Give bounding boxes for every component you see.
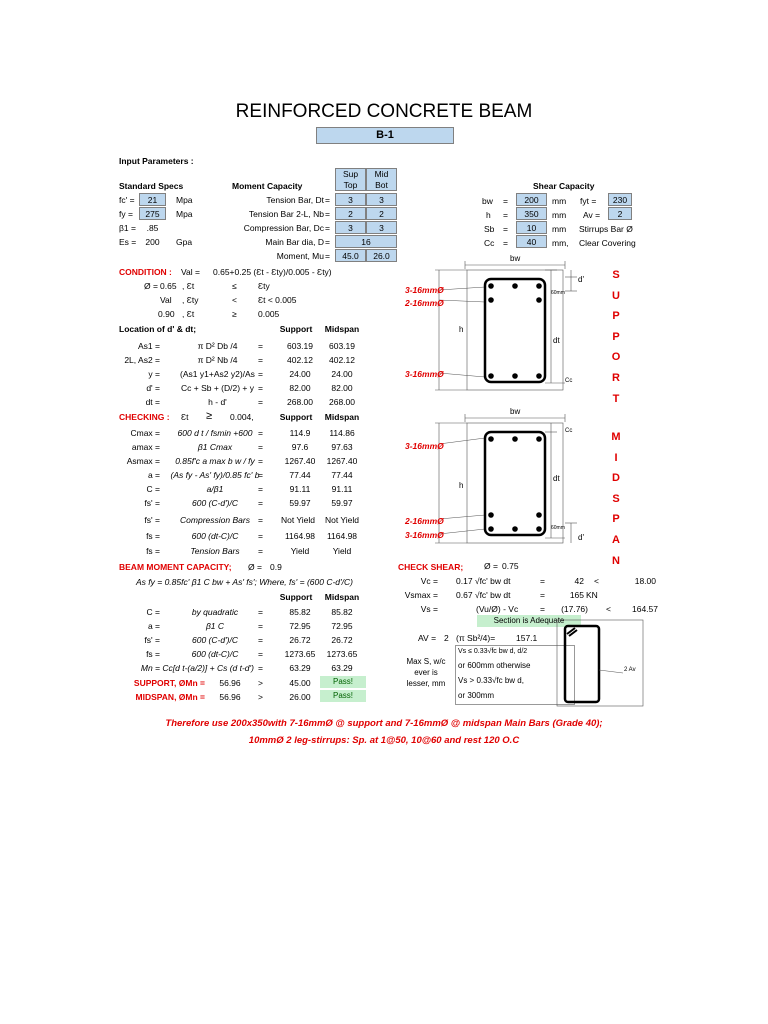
loc-formula: π D² Nb /4 bbox=[197, 355, 238, 365]
bm-label: C = bbox=[146, 607, 160, 617]
max-s-line-d: or 300mm bbox=[458, 691, 495, 700]
bm-mid: 72.95 bbox=[331, 621, 353, 631]
chk-formula: Compression Bars bbox=[180, 515, 250, 525]
condition-rhs: 0.005 bbox=[258, 309, 280, 319]
mc-mid: 2 bbox=[366, 207, 397, 220]
loc-label: dt = bbox=[145, 397, 160, 407]
loc-mid: 402.12 bbox=[329, 355, 355, 365]
beam-id-cell: B-1 bbox=[316, 127, 454, 144]
bm-sup: 72.95 bbox=[289, 621, 311, 631]
support-bw-label: bw bbox=[510, 254, 521, 263]
bm-formula: β1 C bbox=[205, 621, 225, 631]
mc-label: Moment, Mu bbox=[276, 251, 324, 261]
av-value: 157.1 bbox=[516, 633, 538, 643]
support-mn-label: SUPPORT, ØMn = bbox=[133, 678, 205, 688]
loc-mid: 24.00 bbox=[331, 369, 353, 379]
mc-label: Main Bar dia, D bbox=[265, 237, 324, 247]
max-s-line-2: ever is bbox=[414, 668, 438, 677]
loc-label: d' = bbox=[146, 383, 160, 393]
midspan-mn-label: MIDSPAN, ØMn = bbox=[135, 692, 205, 702]
mc-mid: 3 bbox=[366, 221, 397, 234]
support-letter: O bbox=[611, 351, 621, 364]
shear-capacity-heading: Shear Capacity bbox=[533, 181, 595, 191]
condition-var: , Ɛt bbox=[182, 281, 195, 291]
chk-sup: Not Yield bbox=[280, 515, 316, 525]
chk-formula: 0.85f'c a max b w / fy bbox=[175, 456, 255, 466]
location-heading: Location of d' & dt; bbox=[119, 324, 197, 334]
standard-specs-heading: Standard Specs bbox=[119, 181, 184, 191]
checking-cond-b: ≥ bbox=[206, 410, 213, 422]
checking-cond-a: Ɛt bbox=[181, 412, 189, 422]
midspan-vertical-label bbox=[609, 427, 623, 571]
mc-sup: 3 bbox=[335, 221, 366, 234]
chk-formula: a/β1 bbox=[206, 484, 224, 494]
bm-col-midspan: Midspan bbox=[324, 592, 360, 602]
moment-capacity-heading: Moment Capacity bbox=[232, 181, 303, 191]
cs-unit: KN bbox=[586, 590, 598, 600]
sc-label: Cc bbox=[484, 238, 495, 248]
support-letter: T bbox=[612, 392, 620, 405]
cs-value: 42 bbox=[574, 576, 584, 586]
loc-eq: = bbox=[258, 397, 263, 407]
chk-eq: = bbox=[258, 470, 263, 480]
support-mn-cmp: > bbox=[258, 678, 263, 688]
chk-formula: (As fy - As' fy)/0.85 fc' b bbox=[170, 470, 260, 480]
bm-eq: = bbox=[258, 649, 263, 659]
cs-eq: = bbox=[540, 590, 545, 600]
beam-moment-phi-label: Ø = bbox=[248, 562, 262, 572]
midspan-60mm-label: 60mm bbox=[551, 525, 565, 531]
condition-phi-val: 0.65 bbox=[160, 281, 177, 291]
loc-eq: = bbox=[258, 383, 263, 393]
bm-sup: 26.72 bbox=[289, 635, 311, 645]
spec-value: 21 bbox=[139, 193, 166, 206]
bm-label-mn: Mn = Cc[d t-(a/2)] + Cs (d t-d') bbox=[140, 663, 254, 673]
loc-sup: 24.00 bbox=[289, 369, 311, 379]
midspan-dt-label: dt bbox=[553, 474, 560, 483]
av-formula: (π Sb²/4)= bbox=[456, 633, 496, 643]
spec-value: 275 bbox=[139, 207, 166, 220]
section-adequate-badge: Section is Adequate bbox=[477, 615, 581, 627]
cs-formula: 0.67 √fc' bw dt bbox=[456, 590, 511, 600]
mc-sup: 3 bbox=[335, 193, 366, 206]
chk-eq: = bbox=[258, 484, 263, 494]
max-s-line-1: Max S, w/c bbox=[406, 657, 446, 666]
bm-eq: = bbox=[258, 621, 263, 631]
col-header-sup-2: Top bbox=[343, 180, 358, 190]
chk-mid: 97.63 bbox=[331, 442, 353, 452]
cs-label: Vs = bbox=[420, 604, 438, 614]
midspan-letter: I bbox=[614, 451, 618, 464]
input-parameters-label: Input Parameters : bbox=[119, 156, 194, 166]
spec-label: β1 = bbox=[119, 223, 136, 233]
chk-mid: 91.11 bbox=[331, 484, 353, 494]
av-label: AV = bbox=[418, 633, 437, 643]
col-header-mid-1: Mid bbox=[374, 169, 389, 179]
chk-eq: = bbox=[258, 456, 263, 466]
chk-eq: = bbox=[258, 531, 263, 541]
chk-formula: 600 (dt-C)/C bbox=[191, 531, 239, 541]
mc-eq: = bbox=[325, 223, 330, 233]
chk-sup: 1164.98 bbox=[284, 531, 316, 541]
condition-op: ≤ bbox=[232, 281, 237, 291]
bm-formula: by quadratic bbox=[191, 607, 239, 617]
mc-mid: 3 bbox=[366, 193, 397, 206]
sc-value: 10 bbox=[516, 221, 547, 234]
bm-eq: = bbox=[258, 607, 263, 617]
loc-eq: = bbox=[258, 355, 263, 365]
sc-unit: mm bbox=[552, 224, 567, 234]
bm-sup: 85.82 bbox=[289, 607, 311, 617]
chk-label: Cmax = bbox=[130, 428, 160, 438]
support-cc-label: Cc bbox=[565, 378, 573, 384]
cs-cmp: < bbox=[594, 576, 599, 586]
sc-eq: = bbox=[503, 196, 508, 206]
mc-sup: 45.0 bbox=[335, 249, 366, 262]
loc-sup: 268.00 bbox=[287, 397, 313, 407]
sc-value: 40 bbox=[516, 235, 547, 248]
support-letter: U bbox=[612, 289, 620, 302]
midspan-mn-cmp: > bbox=[258, 692, 263, 702]
sc-eq: = bbox=[503, 224, 508, 234]
midspan-bw-label: bw bbox=[510, 407, 521, 416]
loc-formula: Cc + Sb + (D/2) + y bbox=[181, 383, 254, 393]
support-callout-top: 3-16mmØ bbox=[405, 285, 444, 295]
chk-mid: 114.86 bbox=[329, 428, 355, 438]
condition-val: Val = bbox=[181, 267, 200, 277]
loc-sup: 603.19 bbox=[287, 341, 313, 351]
midspan-letter: A bbox=[612, 533, 620, 546]
cs-cmp: < bbox=[606, 604, 611, 614]
support-section-diagram bbox=[395, 255, 645, 405]
loc-sup: 402.12 bbox=[287, 355, 313, 365]
loc-label: As1 = bbox=[138, 341, 160, 351]
chk-label: Asmax = bbox=[126, 456, 160, 466]
midspan-letter: N bbox=[612, 554, 620, 567]
sc-label2: Av = bbox=[583, 210, 601, 220]
condition-rhs: Ɛty bbox=[258, 281, 270, 291]
bm-col-support: Support bbox=[279, 592, 313, 602]
chk-formula: 600 (C-d')/C bbox=[191, 498, 239, 508]
checking-label: CHECKING : bbox=[119, 412, 170, 422]
support-dt-label: dt bbox=[553, 336, 560, 345]
chk-mid: Yield bbox=[332, 546, 352, 556]
loc-formula: π D² Db /4 bbox=[197, 341, 238, 351]
support-60mm-label: 60mm bbox=[551, 290, 565, 296]
chk-mid: 1164.98 bbox=[326, 531, 358, 541]
support-letter: S bbox=[612, 269, 620, 281]
support-dprime-label: d' bbox=[578, 275, 584, 284]
spec-value: .85 bbox=[146, 223, 159, 233]
chk-sup: 77.44 bbox=[289, 470, 311, 480]
mc-eq: = bbox=[325, 195, 330, 205]
midspan-pass-badge: Pass! bbox=[320, 690, 366, 702]
sc-value2: 2 bbox=[608, 207, 632, 220]
midspan-letter: P bbox=[612, 513, 620, 526]
max-s-label bbox=[398, 656, 454, 689]
stirrup-detail-diagram bbox=[555, 618, 645, 708]
sc-value: 350 bbox=[516, 207, 547, 220]
condition-var: , Ɛt bbox=[182, 309, 195, 319]
support-pass-badge: Pass! bbox=[320, 676, 366, 688]
support-mn-value: 56.96 bbox=[219, 678, 241, 688]
bm-mid: 26.72 bbox=[331, 635, 353, 645]
sc-label2: fyt = bbox=[580, 196, 597, 206]
checking-cond-c: 0.004, bbox=[230, 412, 254, 422]
page-title: REINFORCED CONCRETE BEAM bbox=[235, 101, 533, 122]
condition-val2: Val bbox=[160, 295, 172, 305]
sc-label: Sb bbox=[484, 224, 495, 234]
cs-label: Vc = bbox=[420, 576, 438, 586]
spec-value: 200 bbox=[145, 237, 160, 247]
sc-label2: Stirrups Bar Ø bbox=[579, 224, 633, 234]
bm-label: fs' = bbox=[144, 635, 160, 645]
checking-col-support: Support bbox=[279, 412, 313, 422]
condition-formula: 0.65+0.25 (Ɛt - Ɛty)/0.005 - Ɛty) bbox=[213, 267, 332, 277]
condition-phi: Ø = bbox=[144, 281, 158, 291]
chk-eq: = bbox=[258, 442, 263, 452]
chk-label: fs' = bbox=[144, 498, 160, 508]
midspan-mu: 26.00 bbox=[289, 692, 311, 702]
bm-formula: 600 (dt-C)/C bbox=[191, 649, 239, 659]
support-h-label: h bbox=[459, 325, 464, 334]
chk-eq: = bbox=[258, 546, 263, 556]
cs-value: 165 bbox=[569, 590, 584, 600]
bm-sup: 63.29 bbox=[289, 663, 311, 673]
condition-op: ≥ bbox=[232, 309, 237, 319]
mc-mid: 26.0 bbox=[366, 249, 397, 262]
check-shear-phi: 0.75 bbox=[502, 561, 519, 571]
sc-label2: Clear Covering bbox=[579, 238, 636, 248]
cs-right: 164.57 bbox=[632, 604, 658, 614]
chk-label: C = bbox=[146, 484, 160, 494]
chk-mid: Not Yield bbox=[324, 515, 360, 525]
mc-eq: = bbox=[325, 237, 330, 247]
chk-sup: 91.11 bbox=[289, 484, 311, 494]
midspan-letter: M bbox=[611, 431, 621, 443]
chk-sup: Yield bbox=[290, 546, 310, 556]
spec-unit: Mpa bbox=[176, 195, 193, 205]
sc-unit: mm, bbox=[552, 238, 569, 248]
spec-unit: Gpa bbox=[176, 237, 193, 247]
spec-label: fc' = bbox=[119, 195, 135, 205]
midspan-dprime-label: d' bbox=[578, 533, 584, 542]
support-callout-bot: 3-16mmØ bbox=[405, 369, 444, 379]
loc-mid: 268.00 bbox=[329, 397, 355, 407]
sc-eq: = bbox=[503, 210, 508, 220]
beam-moment-label: BEAM MOMENT CAPACITY; bbox=[119, 562, 232, 572]
midspan-letter: D bbox=[612, 472, 620, 485]
conclusion-line-2: 10mmØ 2 leg-stirrups: Sp. at 1@50, 10@60 and rest 120 O.C bbox=[248, 735, 520, 746]
cs-formula: 0.17 √fc' bw dt bbox=[456, 576, 511, 586]
condition-rhs: Ɛt < 0.005 bbox=[258, 295, 297, 305]
chk-label: amax = bbox=[131, 442, 160, 452]
av-n: 2 bbox=[444, 633, 449, 643]
mc-eq: = bbox=[325, 251, 330, 261]
sc-label: bw bbox=[482, 196, 493, 206]
bm-mid: 1273.65 bbox=[326, 649, 358, 659]
location-col-midspan: Midspan bbox=[324, 324, 360, 334]
chk-mid: 59.97 bbox=[331, 498, 353, 508]
stirrup-2av-label: 2 Av bbox=[624, 667, 636, 673]
midspan-letter: S bbox=[612, 492, 620, 505]
chk-mid: 1267.40 bbox=[326, 456, 358, 466]
midspan-h-label: h bbox=[459, 481, 464, 490]
chk-label: fs' = bbox=[144, 515, 160, 525]
chk-eq: = bbox=[258, 498, 263, 508]
chk-eq: = bbox=[258, 428, 263, 438]
mc-sup: 2 bbox=[335, 207, 366, 220]
chk-sup: 114.9 bbox=[289, 428, 311, 438]
loc-eq: = bbox=[258, 369, 263, 379]
beam-moment-eqn: As fy = 0.85fc' β1 C bw + As' fs'; Where, fs' = (600 C-d'/C) bbox=[136, 577, 353, 587]
max-s-line-c: Vs > 0.33√fc bw d, bbox=[458, 676, 524, 685]
bm-formula: 600 (C-d')/C bbox=[191, 635, 239, 645]
conclusion-line-1: Therefore use 200x350with 7-16mmØ @ support and 7-16mmØ @ midspan Main Bars (Grade 40); bbox=[165, 718, 603, 729]
col-header-mid-2: Bot bbox=[375, 180, 388, 190]
condition-op: < bbox=[232, 295, 237, 305]
chk-label: a = bbox=[147, 470, 160, 480]
support-letter: P bbox=[612, 310, 620, 323]
col-header-sup-1: Sup bbox=[342, 169, 359, 179]
check-shear-phi-label: Ø = bbox=[484, 561, 498, 571]
loc-formula: (As1 y1+As2 y2)/As bbox=[180, 369, 255, 379]
mc-label: Tension Bar 2-L, Nb bbox=[248, 209, 324, 219]
loc-mid: 82.00 bbox=[331, 383, 353, 393]
midspan-callout-mid: 2-16mmØ bbox=[405, 516, 444, 526]
loc-label: 2L, As2 = bbox=[124, 355, 160, 365]
col-header-mid bbox=[366, 168, 397, 191]
beam-moment-phi: 0.9 bbox=[270, 562, 282, 572]
max-s-line-3: lesser, mm bbox=[406, 679, 446, 688]
cs-value: (17.76) bbox=[561, 604, 588, 614]
chk-formula: 600 d t / fsmin +600 bbox=[177, 428, 253, 438]
chk-formula: β1 Cmax bbox=[197, 442, 233, 452]
support-vertical-label bbox=[609, 265, 623, 409]
loc-eq: = bbox=[258, 341, 263, 351]
loc-sup: 82.00 bbox=[289, 383, 311, 393]
cs-formula: (Vu/Ø) - Vc bbox=[476, 604, 519, 614]
midspan-cc-label: Cc bbox=[565, 428, 573, 434]
bm-eq: = bbox=[258, 635, 263, 645]
loc-mid: 603.19 bbox=[329, 341, 355, 351]
support-letter: P bbox=[612, 330, 620, 343]
cs-right: 18.00 bbox=[634, 576, 656, 586]
spec-label: Es = bbox=[119, 237, 137, 247]
mc-label: Tension Bar, Dt bbox=[266, 195, 324, 205]
chk-label: fs = bbox=[146, 531, 160, 541]
loc-formula: h - d' bbox=[208, 397, 227, 407]
spec-label: fy = bbox=[119, 209, 133, 219]
bm-mid: 85.82 bbox=[331, 607, 353, 617]
chk-label: fs = bbox=[146, 546, 160, 556]
bm-eq: = bbox=[258, 663, 263, 673]
chk-mid: 77.44 bbox=[331, 470, 353, 480]
bm-mid: 63.29 bbox=[331, 663, 353, 673]
bm-label: fs = bbox=[146, 649, 160, 659]
condition-label: CONDITION : bbox=[119, 267, 172, 277]
bm-sup: 1273.65 bbox=[284, 649, 316, 659]
sc-eq: = bbox=[503, 238, 508, 248]
sc-unit: mm bbox=[552, 196, 567, 206]
support-mu: 45.00 bbox=[289, 678, 311, 688]
bm-label: a = bbox=[147, 621, 160, 631]
chk-sup: 59.97 bbox=[289, 498, 311, 508]
chk-sup: 97.6 bbox=[291, 442, 309, 452]
midspan-mn-value: 56.96 bbox=[219, 692, 241, 702]
condition-var: , Ɛty bbox=[182, 295, 199, 305]
max-s-line-b: or 600mm otherwise bbox=[458, 661, 531, 670]
sc-unit: mm bbox=[552, 210, 567, 220]
midspan-callout-bot: 3-16mmØ bbox=[405, 530, 444, 540]
mc-merged: 16 bbox=[335, 235, 397, 248]
check-shear-label: CHECK SHEAR; bbox=[398, 562, 464, 572]
midspan-callout-top: 3-16mmØ bbox=[405, 441, 444, 451]
chk-sup: 1267.40 bbox=[284, 456, 316, 466]
cs-eq: = bbox=[540, 604, 545, 614]
cs-eq: = bbox=[540, 576, 545, 586]
chk-eq: = bbox=[258, 515, 263, 525]
location-col-support: Support bbox=[279, 324, 313, 334]
checking-col-midspan: Midspan bbox=[324, 412, 360, 422]
mc-label: Compression Bar, Dc bbox=[243, 223, 324, 233]
chk-formula: Tension Bars bbox=[190, 546, 240, 556]
sc-value2: 230 bbox=[608, 193, 632, 206]
loc-label: y = bbox=[148, 369, 160, 379]
max-s-line-a: Vs ≤ 0.33√fc bw d, d/2 bbox=[458, 648, 528, 655]
cs-label: Vsmax = bbox=[404, 590, 438, 600]
sc-label: h bbox=[486, 210, 491, 220]
sc-value: 200 bbox=[516, 193, 547, 206]
condition-phi-val: 0.90 bbox=[158, 309, 175, 319]
col-header-sup bbox=[335, 168, 366, 191]
mc-eq: = bbox=[325, 209, 330, 219]
spec-unit: Mpa bbox=[176, 209, 193, 219]
support-letter: R bbox=[612, 371, 620, 384]
support-callout-mid: 2-16mmØ bbox=[405, 298, 444, 308]
